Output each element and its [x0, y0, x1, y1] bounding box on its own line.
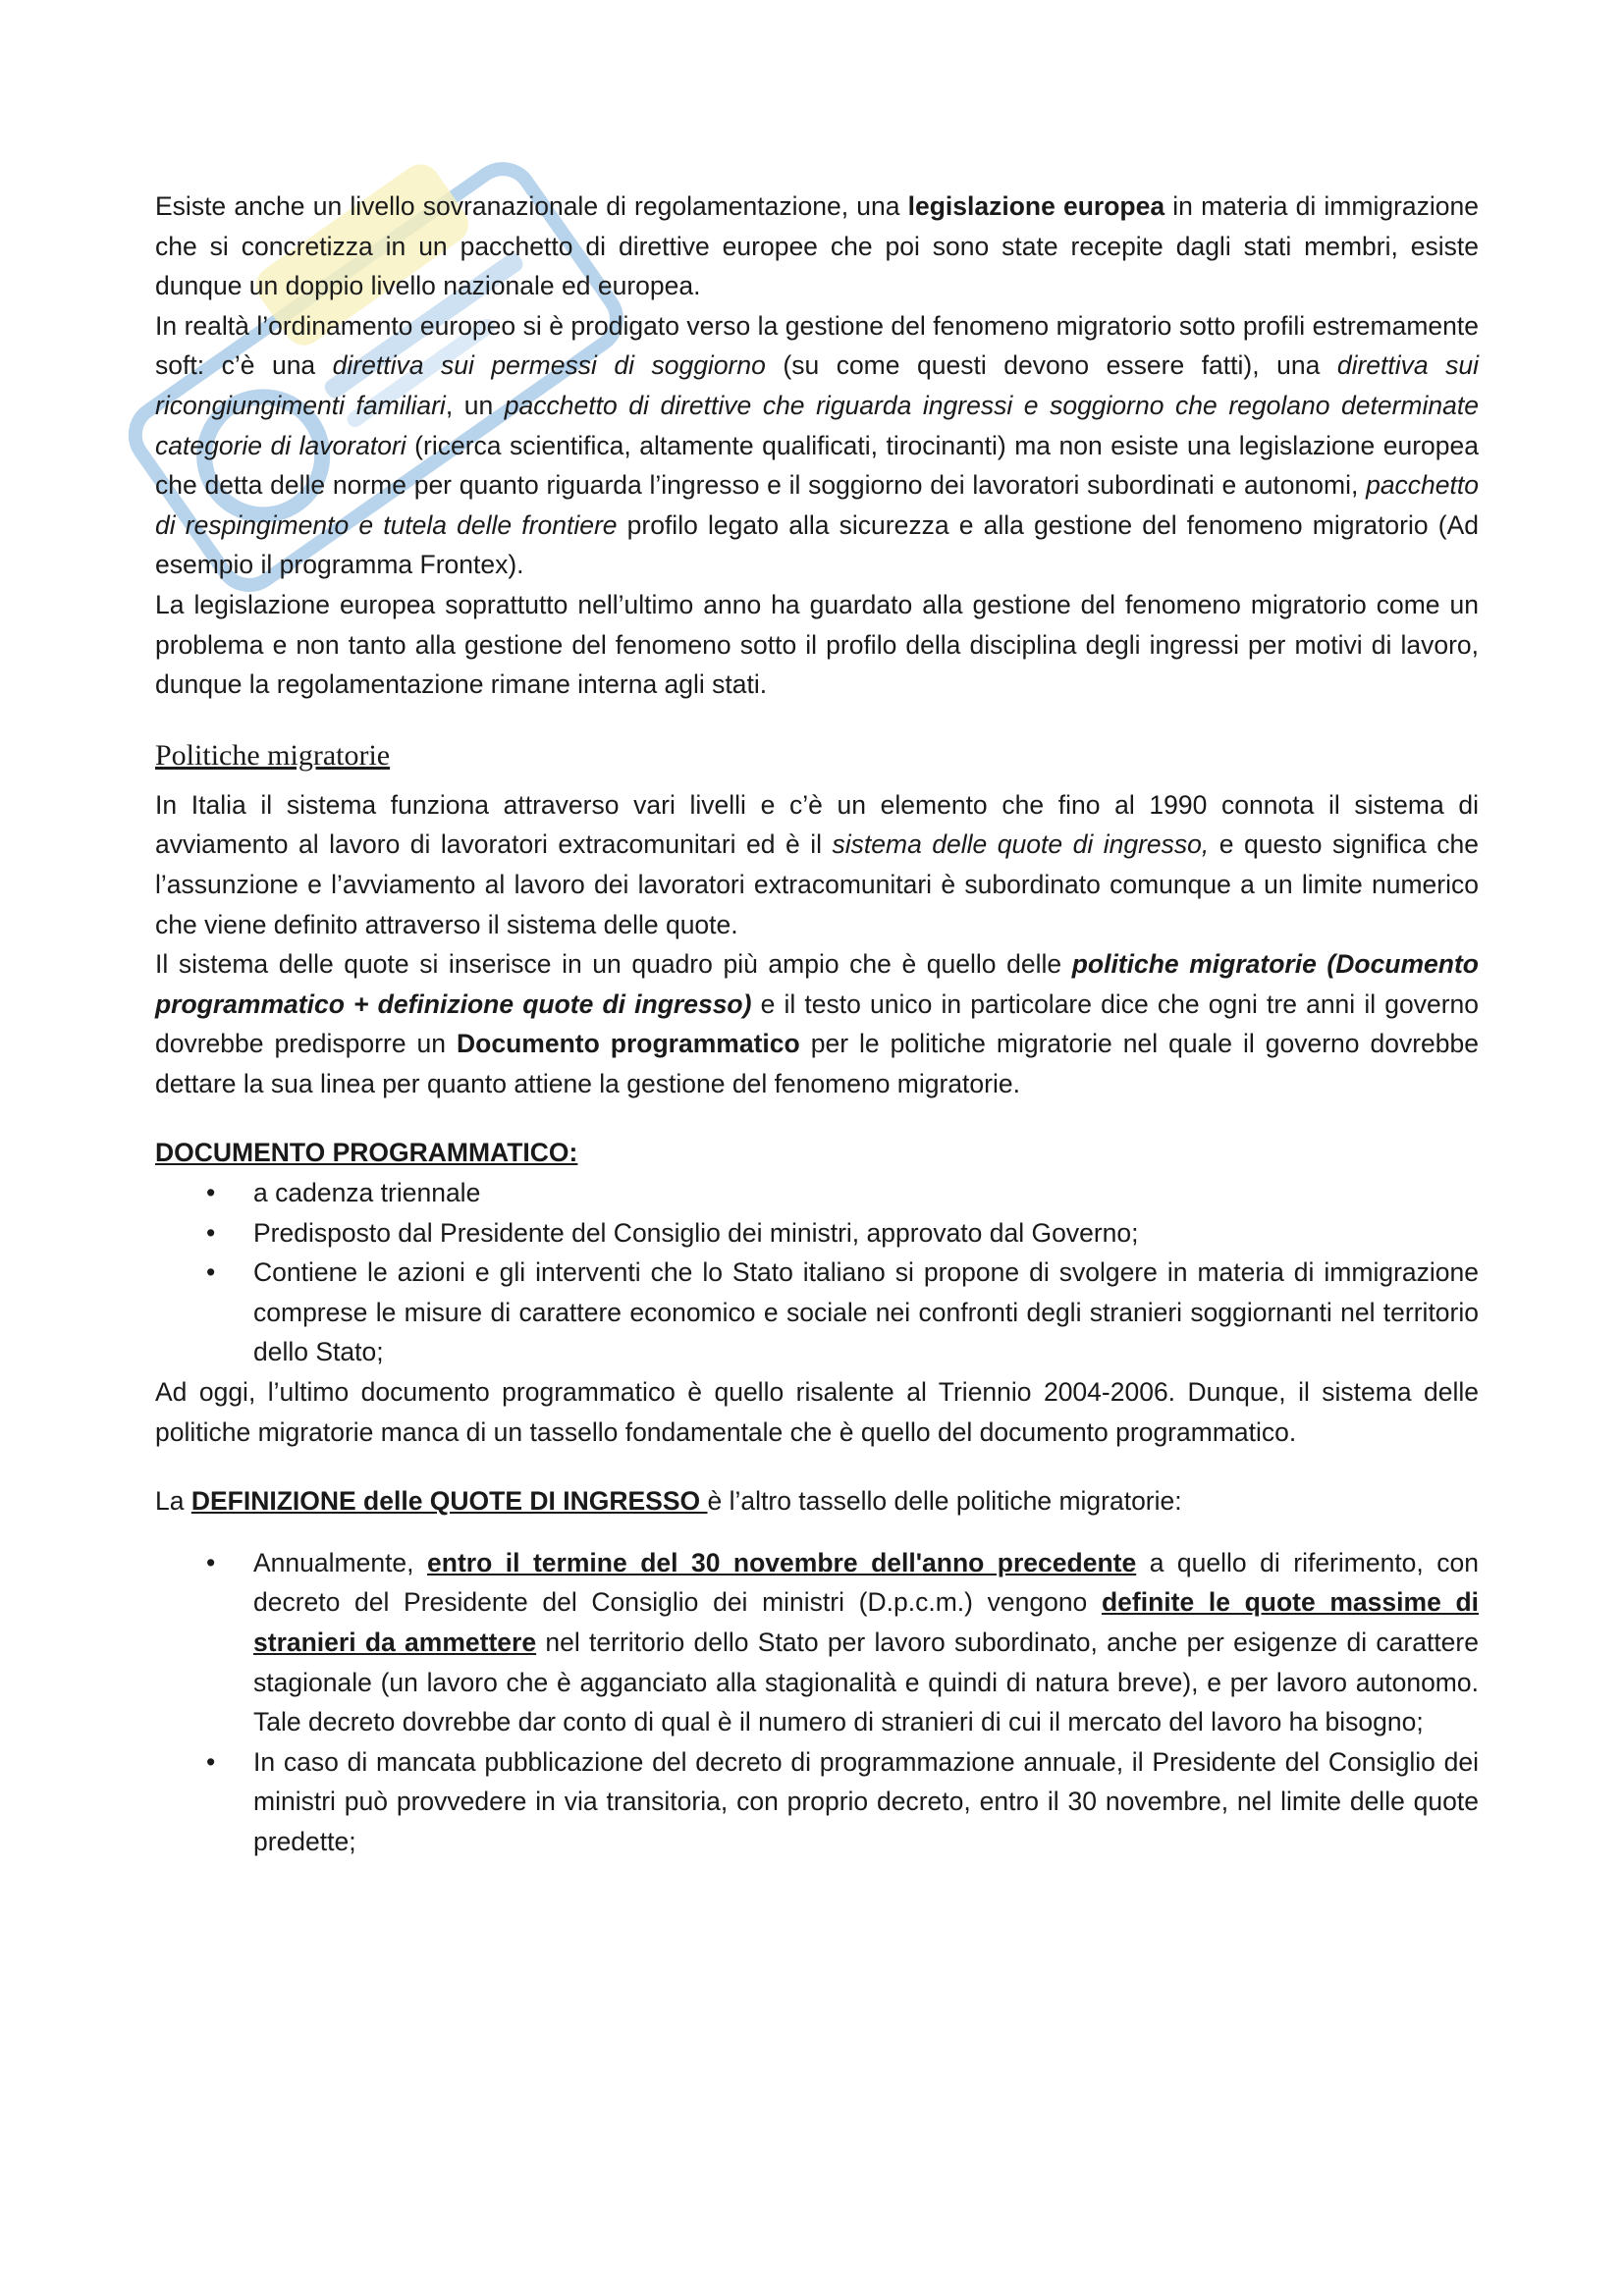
bullet-icon: • — [206, 1746, 216, 1777]
politiche-paragraph-2: Il sistema delle quote si inserisce in un quadro più ampio che è quello delle politiche migratorie (Documento programmatico + definizione quote di ingresso) e il testo unico in particolare dice che ogni tre anni il governo dovrebbe predisporre un Documento programmatico per le politiche migratorie nel quale il governo dovrebbe dettare la sua linea per quanto attiene la gestione del fenomeno migratorie. — [155, 949, 1480, 1098]
definizione-intro: La DEFINIZIONE delle QUOTE DI INGRESSO è l’altro tassello delle politiche migratorie: — [155, 1486, 1182, 1517]
bold-underline-term: definite le quote massime di stranieri da ammettere — [253, 1587, 1480, 1657]
documento-title: DOCUMENTO PROGRAMMATICO: — [155, 1138, 578, 1168]
italic-term: pacchetto di direttive che riguarda ingressi e soggiorno che regolano determinate categorie di lavoratori — [155, 390, 1479, 460]
intro-paragraph-1: Esiste anche un livello sovranazionale di regolamentazione, una legislazione europea in materia di immigrazione che si concretizza in un pacchetto di direttive europee che poi sono state recepite dagli stati membri, esiste dunque un doppio livello nazionale ed europea. — [155, 191, 1479, 301]
bold-underline-term: DEFINIZIONE delle QUOTE DI INGRESSO — [190, 1486, 708, 1517]
list-item: • Contiene le azioni e gli interventi che lo Stato italiano si propone di svolgere in materia di immigrazione comprese le misure di carattere economico e sociale nei confronti degli stranieri soggiornanti nel territorio dello Stato; — [155, 1253, 1479, 1372]
document-page — [155, 187, 1479, 1862]
documento-closing-paragraph: Ad oggi, l’ultimo documento programmatico è quello risalente al Triennio 2004-2006. Dunque, il sistema delle politiche migratorie manca di un tassello fondamentale che è quello del documento programmatico. — [155, 1377, 1479, 1447]
italic-term: direttiva sui ricongiungimenti familiari — [155, 350, 1479, 420]
bullet-icon: • — [206, 1547, 216, 1577]
intro-paragraph-2: In realtà l’ordinamento europeo si è prodigato verso la gestione del fenomeno migratorio sotto profili estremamente soft: c’è una direttiva sui permessi di soggiorno (su come questi devono essere fatti), una direttiva sui ricongiungimenti familiari, un pacchetto di direttive che riguarda ingressi e soggiorno che regolano determinate categorie di lavoratori (ricerca scientifica, altamente qualificati, tirocinanti) ma non esiste una legislazione europea che detta delle norme per quanto riguarda l’ingresso e il soggiorno dei lavoratori subordinati e autonomi, pacchetto di respingimento e tutela delle frontiere profilo legato alla sicurezza e alla gestione del fenomeno migratorio (Ad esempio il programma Frontex). — [155, 310, 1479, 580]
bold-italic-term: politiche migratorie (Documento programmatico + definizione quote di ingresso) — [155, 949, 1479, 1019]
list-item: • In caso di mancata pubblicazione del decreto di programmazione annuale, il Presidente del Consiglio dei ministri può provvedere in via transitoria, con proprio decreto, entro il 30 novembre, nel limite delle quote predette; — [155, 1742, 1479, 1862]
bold-term: legislazione europea — [907, 191, 1165, 221]
documento-list — [155, 1173, 1479, 1372]
intro-paragraph-3: La legislazione europea soprattutto nell’ultimo anno ha guardato alla gestione del fenomeno migratorio come un problema e non tanto alla gestione del fenomeno sotto il profilo della disciplina degli ingressi per motivi di lavoro, dunque la regolamentazione rimane interna agli stati. — [155, 589, 1479, 700]
bold-term: Documento programmatico — [457, 1029, 800, 1059]
italic-term: sistema delle quote di ingresso, — [832, 829, 1210, 860]
italic-term: direttiva sui permessi di soggiorno — [332, 350, 766, 381]
bullet-icon: • — [206, 1217, 216, 1248]
list-item: • Predisposto dal Presidente del Consiglio dei ministri, approvato dal Governo; — [155, 1213, 1479, 1254]
definizione-list — [155, 1543, 1479, 1862]
bold-underline-term: entro il termine del 30 novembre dell'anno precedente — [427, 1547, 1137, 1577]
list-item: • a cadenza triennale — [155, 1173, 1479, 1213]
politiche-paragraph-1: In Italia il sistema funziona attraverso vari livelli e c’è un elemento che fino al 1990 connota il sistema di avviamento al lavoro di lavoratori extracomunitari ed è il sistema delle quote di ingresso, e questo significa che l’assunzione e l’avviamento al lavoro dei lavoratori extracomunitari è subordinato comunque a un limite numerico che viene definito attraverso il sistema delle quote. — [155, 789, 1479, 939]
list-item: • Annualmente, entro il termine del 30 novembre dell'anno precedente a quello di riferimento, con decreto del Presidente del Consiglio dei ministri (D.p.c.m.) vengono definite le quote massime di stranieri da ammettere nel territorio dello Stato per lavoro subordinato, anche per esigenze di carattere stagionale (un lavoro che è agganciato alla stagionalità e quindi di natura breve), e per lavoro autonomo. Tale decreto dovrebbe dar conto di qual è il numero di stranieri di cui il mercato del lavoro ha bisogno; — [155, 1543, 1479, 1742]
bullet-icon: • — [206, 1257, 216, 1288]
italic-term: pacchetto di respingimento e tutela delle frontiere — [155, 470, 1479, 540]
section-heading-politiche: Politiche migratorie — [155, 738, 391, 772]
bullet-icon: • — [206, 1178, 216, 1208]
